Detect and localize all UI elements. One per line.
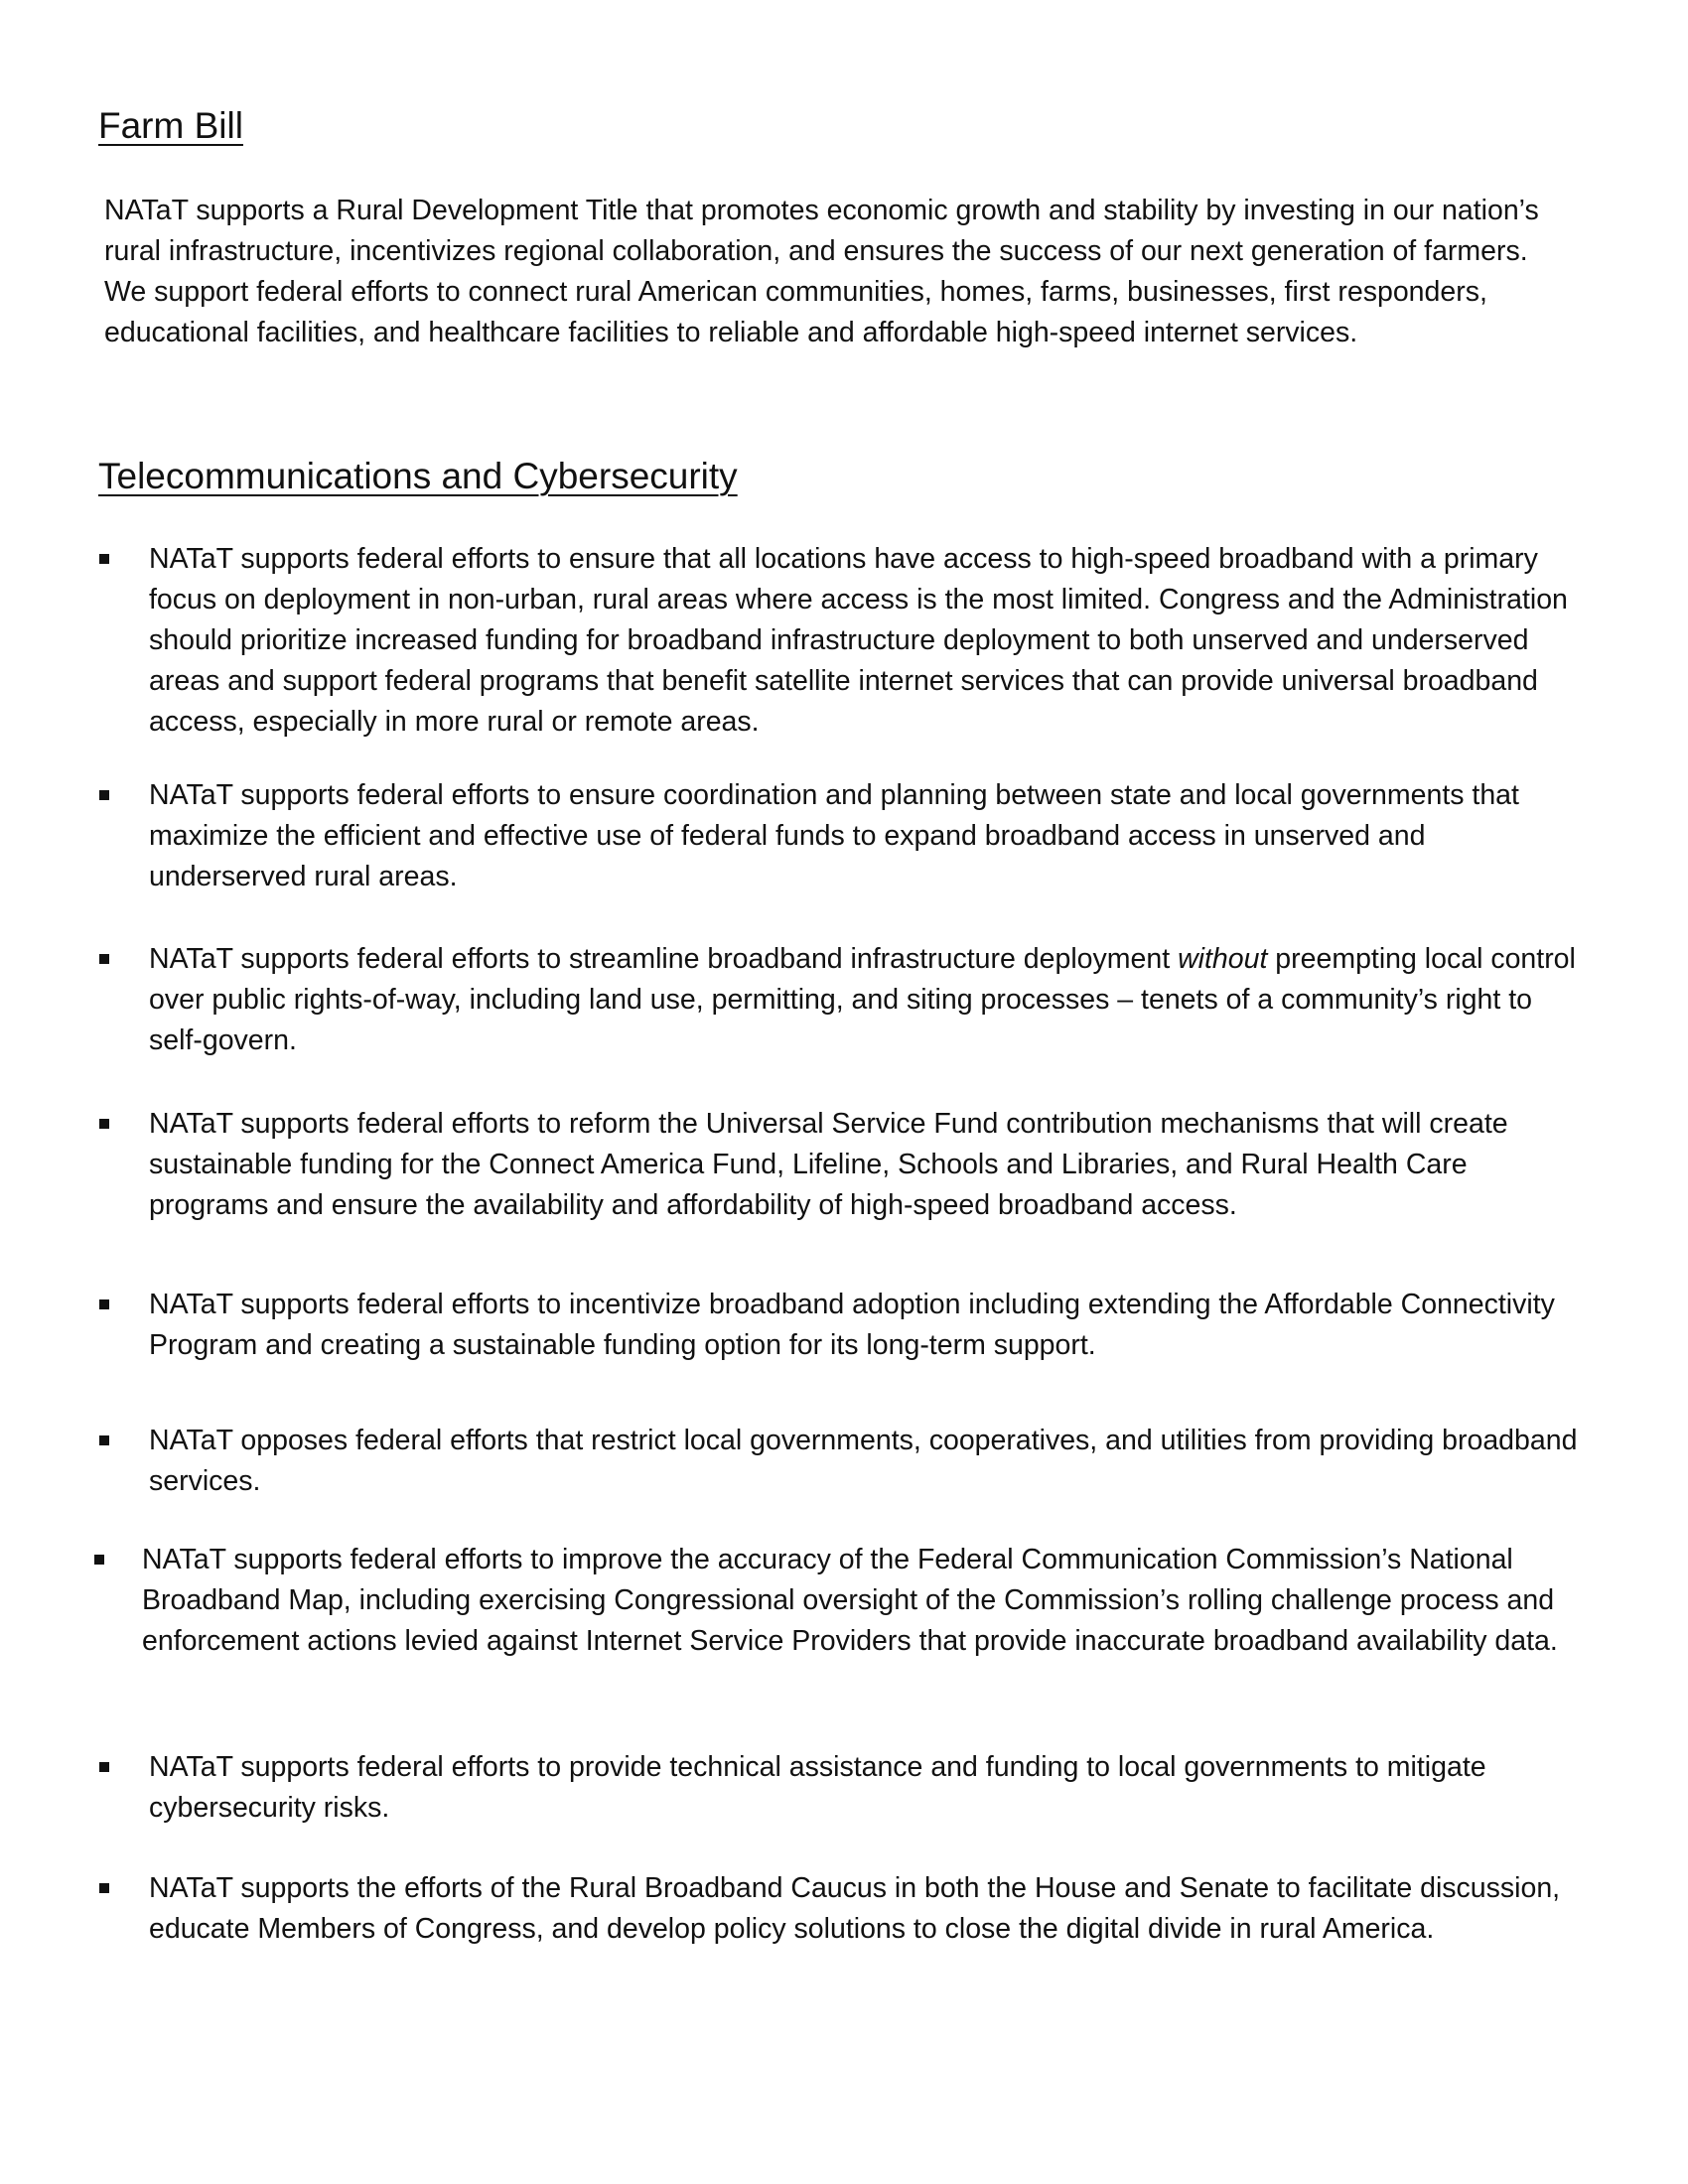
bullet-text: NATaT supports the efforts of the Rural Broadband Caucus in both the House and Senate to facilitate discussion, educate Members of Congress, and develop policy solutions to close the digital divide in rural America. — [149, 1872, 1561, 1945]
bullet-text: NATaT opposes federal efforts that restrict local governments, cooperatives, and utilities from providing broadband services. — [149, 1425, 1578, 1497]
bullet-text: NATaT supports federal efforts to provide technical assistance and funding to local governments to mitigate cybersecurity risks. — [149, 1751, 1486, 1824]
bullet-text: NATaT supports federal efforts to incentivize broadband adoption including extending the Affordable Connectivity Program and creating a sustainable funding option for its long-term support. — [149, 1289, 1555, 1361]
farm-bill-heading: Farm Bill — [98, 105, 243, 146]
bullet-marker — [99, 954, 109, 964]
bullet-marker — [99, 1762, 109, 1772]
bullet-text: NATaT supports federal efforts to ensure coordination and planning between state and local governments that maximize the efficient and effective use of federal funds to expand broadband access in unserved and underserved rural areas. — [149, 779, 1519, 892]
bullet-marker — [99, 1435, 109, 1445]
farm-bill-paragraph: NATaT supports a Rural Development Title that promotes economic growth and stability by investing in our nation’s rural infrastructure, incentivizes regional collaboration, and ensures the success of our next generation of farmers. We support federal efforts to connect rural American communities, homes, farms, businesses, first responders, educational facilities, and healthcare facilities to reliable and affordable high-speed internet services. — [104, 195, 1539, 348]
bullet-text-part: preempting local control over public rights-of-way, including land use, permitting, and siting processes – tenets of a community’s right to self-govern. — [149, 943, 1576, 1056]
bullet-text: NATaT supports federal efforts to improve the accuracy of the Federal Communication Commission’s National Broadband Map, including exercising Congressional oversight of the Commission’s rolling challenge process and enforcement actions levied against Internet Service Providers that provide inaccurate broadband availability data. — [142, 1544, 1558, 1657]
bullet-text-part: NATaT supports federal efforts to streamline broadband infrastructure deployment — [149, 943, 1179, 975]
bullet-marker — [99, 790, 109, 800]
bullet-marker — [99, 1119, 109, 1129]
bullet-marker — [99, 1883, 109, 1893]
bullet-text — [149, 939, 1589, 1061]
bullet-text: NATaT supports federal efforts to ensure that all locations have access to high-speed broadband with a primary focus on deployment in non-urban, rural areas where access is the most limited. Congress and the Administration should prioritize increased funding for broadband infrastructure deployment to both unserved and underserved areas and support federal programs that benefit satellite internet services that can provide universal broadband access, especially in more rural or remote areas. — [149, 543, 1568, 738]
bullet-text-emphasis: without — [1178, 943, 1268, 975]
telecom-heading: Telecommunications and Cybersecurity — [98, 456, 738, 496]
bullet-marker — [94, 1555, 104, 1565]
bullet-marker — [99, 1299, 109, 1309]
bullet-marker — [99, 554, 109, 564]
bullet-text: NATaT supports federal efforts to reform the Universal Service Fund contribution mechanisms that will create sustainable funding for the Connect America Fund, Lifeline, Schools and Libraries, and Rural Health Care programs and ensure the availability and affordability of high-speed broadband access. — [149, 1108, 1508, 1221]
